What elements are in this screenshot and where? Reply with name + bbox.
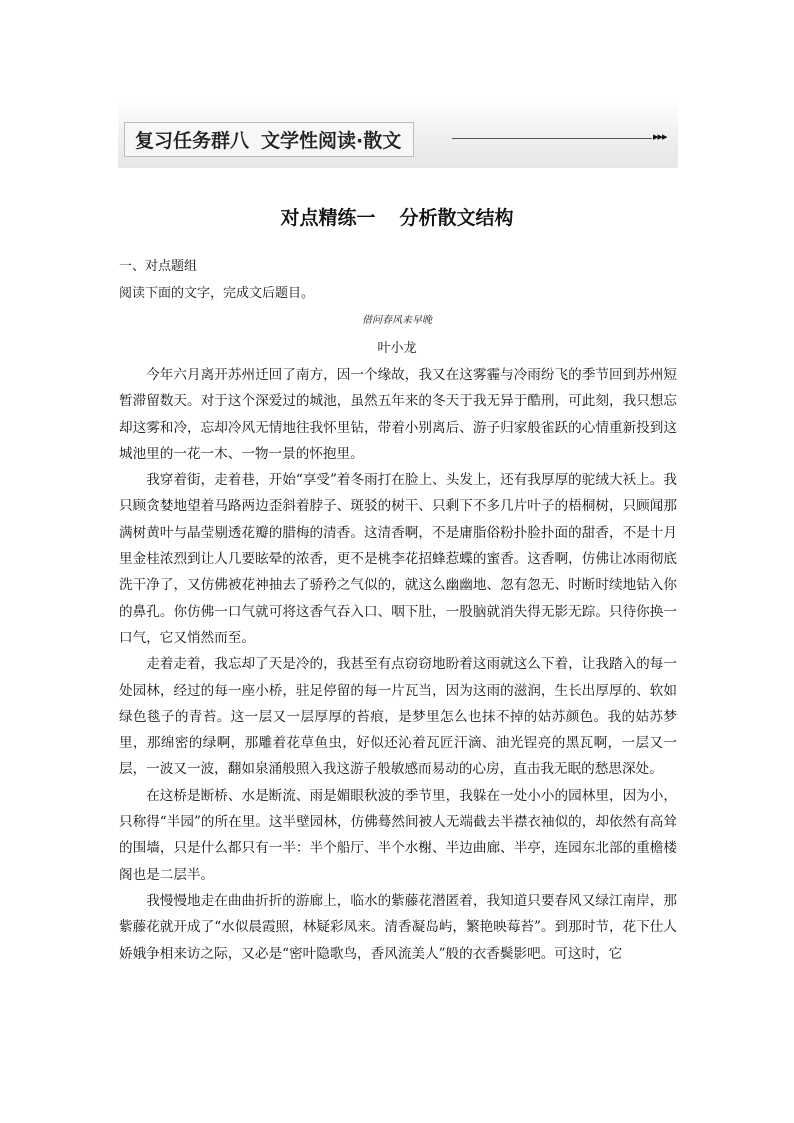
section-banner — [118, 102, 678, 168]
reading-instruction: 阅读下面的文字，完成文后题目。 — [119, 286, 315, 301]
page-title-part2: 分析散文结构 — [399, 207, 514, 229]
paragraph: 今年六月离开苏州迁回了南方，因一个缘故，我又在这雾霾与冷雨纷飞的季节回到苏州短暂滞留数天。对于这个深爱过的城池，虽然五年来的冬天于我无异于酷刑，可此刻，我只想忘却这雾和冷，忘却冷风无情地往我怀里钻，带着小别离后、游子归家般雀跃的心情重新投到这城池里的一花一木、一物一景的怀抱里。 — [119, 367, 677, 462]
paragraph: 我穿着街，走着巷，开始“享受”着冬雨打在脸上、头发上，还有我厚厚的驼绒大袄上。我只顾贪婪地望着马路两边歪斜着脖子、斑驳的树干、只剩下不多几片叶子的梧桐树，只顾闻那满树黄叶与晶莹剔透花瓣的腊梅的清香。这清香啊，不是庸脂俗粉扑脸扑面的甜香，不是十月里金桂浓烈到让人几要眩晕的浓香，更不是桃李花招蜂惹蝶的蜜香。这香啊，仿佛让冰雨彻底洗干净了，又仿佛被花神抽去了骄矜之气似的，就这么幽幽地、忽有忽无、时断时续地钻入你的鼻孔。你仿佛一口气就可将这香气吞入口、咽下肚，一股脑就消失得无影无踪。只待你换一口气，它又悄然而至。 — [119, 472, 677, 646]
banner-topic: 文学性阅读·散文 — [261, 130, 402, 152]
banner-rule — [452, 138, 652, 139]
banner-label-box — [124, 122, 414, 157]
page-title — [0, 203, 794, 230]
page-title-part1: 对点精练一 — [280, 207, 376, 229]
essay-body — [119, 362, 677, 967]
paragraph: 我慢慢地走在曲曲折折的游廊上，临水的紫藤花潜匿着，我知道只要春风又绿江南岸，那紫藤花就开成了“水似晨霞照，林疑彩凤来。清香凝岛屿，繁艳映莓苔”。到那时节，花下仕人娇娥争相来访之际，又必是“密叶隐歌鸟，香风流美人”般的衣香鬓影吧。可这时，它 — [119, 892, 677, 962]
banner-arrows-icon: ▸▸▸ — [653, 130, 667, 143]
paragraph: 在这桥是断桥、水是断流、雨是媚眼秋波的季节里，我躲在一处小小的园林里，因为小，只称得“半园”的所在里。这半壁园林，仿佛蓦然间被人无端截去半襟衣袖似的，却依然有高耸的围墙，只是什么都只有一半：半个船厅、半个水榭、半边曲廊、半亭，连园东北部的重檐楼阁也是二层半。 — [119, 787, 677, 883]
section-heading: 一、对点题组 — [119, 259, 198, 274]
essay-author: 叶小龙 — [377, 341, 417, 356]
banner-label: 复习任务群八 — [135, 130, 250, 152]
essay-title: 借问春风来早晚 — [362, 315, 432, 326]
paragraph: 走着走着，我忘却了天是冷的，我甚至有点窃窃地盼着这雨就这么下着，让我踏入的每一处园林，经过的每一座小桥，驻足停留的每一片瓦当，因为这雨的滋润，生长出厚厚的、软如绿色毯子的青苔。这一层又一层厚厚的苔痕，是梦里怎么也抹不掉的姑苏颜色。我的姑苏梦里，那绵密的绿啊，那雕着花草鱼虫，好似还沁着瓦匠汗滴、油光锃亮的黑瓦啊，一层又一层，一波又一波，翻如泉涌般照入我这游子般敏感而易动的心房，直击我无眠的愁思深处。 — [119, 656, 677, 778]
